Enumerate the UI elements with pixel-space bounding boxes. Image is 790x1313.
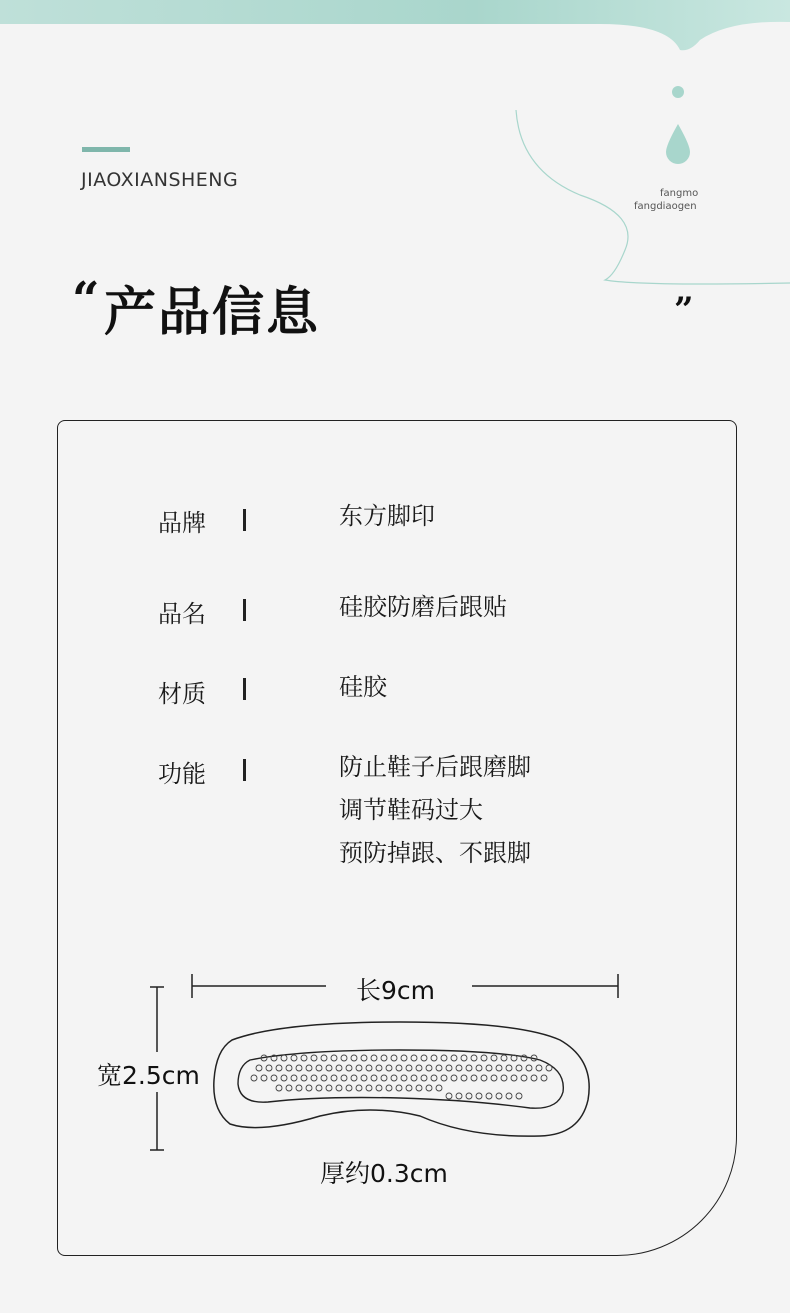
pad-dot	[521, 1055, 527, 1061]
page-title: 产品信息	[104, 283, 321, 343]
pad-dot	[496, 1093, 502, 1099]
pad-dot	[321, 1055, 327, 1061]
value-function-2: 调节鞋码过大	[339, 796, 483, 824]
brand-english-name: JIAOXIANSHENG	[81, 169, 239, 191]
dimension-thickness: 厚约0.3cm	[320, 1159, 448, 1188]
label-product-name: 品名	[158, 600, 206, 628]
pad-dot	[376, 1085, 382, 1091]
pad-dot	[276, 1065, 282, 1071]
pad-dot	[446, 1093, 452, 1099]
pad-dot	[256, 1065, 262, 1071]
pad-dot	[541, 1075, 547, 1081]
pad-dot	[326, 1085, 332, 1091]
pad-dot	[486, 1065, 492, 1071]
pad-dot	[286, 1065, 292, 1071]
pad-dot	[476, 1065, 482, 1071]
pad-dot	[371, 1075, 377, 1081]
pad-dot	[301, 1075, 307, 1081]
pad-dot	[296, 1065, 302, 1071]
pad-dot	[516, 1065, 522, 1071]
pad-dot	[381, 1075, 387, 1081]
pad-dot	[431, 1055, 437, 1061]
pad-dot	[471, 1075, 477, 1081]
pad-dot	[416, 1065, 422, 1071]
pad-dot	[421, 1055, 427, 1061]
pad-dot	[511, 1075, 517, 1081]
pad-dot	[521, 1075, 527, 1081]
pad-dot	[401, 1075, 407, 1081]
value-function-1: 防止鞋子后跟磨脚	[339, 753, 531, 781]
pad-dot	[331, 1055, 337, 1061]
pad-dot	[341, 1055, 347, 1061]
label-function: 功能	[158, 760, 206, 788]
pad-dot	[326, 1065, 332, 1071]
tagline-line-2: fangdiaogen	[634, 201, 697, 212]
pad-dot	[476, 1093, 482, 1099]
value-function-3: 预防掉跟、不跟脚	[339, 839, 531, 867]
pad-dot	[296, 1085, 302, 1091]
pad-dot	[501, 1055, 507, 1061]
pad-dot	[441, 1055, 447, 1061]
value-material: 硅胶	[339, 673, 387, 701]
pad-dot	[536, 1065, 542, 1071]
pad-dot	[281, 1075, 287, 1081]
pad-dot	[281, 1055, 287, 1061]
pad-dot	[366, 1065, 372, 1071]
pad-dot	[361, 1075, 367, 1081]
pad-dot	[286, 1085, 292, 1091]
pad-dot	[516, 1093, 522, 1099]
pad-dot	[411, 1055, 417, 1061]
pad-dot	[271, 1075, 277, 1081]
pad-dot	[306, 1085, 312, 1091]
tagline-line-1: fangmo	[660, 188, 699, 199]
pad-dot	[496, 1065, 502, 1071]
pad-dot	[451, 1075, 457, 1081]
pad-dot	[506, 1093, 512, 1099]
pad-dot	[276, 1085, 282, 1091]
pad-dot	[436, 1085, 442, 1091]
value-brand: 东方脚印	[339, 502, 435, 530]
dimension-width: 宽2.5cm	[97, 1061, 200, 1090]
pad-dot	[406, 1065, 412, 1071]
pad-dot	[526, 1065, 532, 1071]
pad-dot	[371, 1055, 377, 1061]
pad-dot	[341, 1075, 347, 1081]
pad-dot	[266, 1065, 272, 1071]
pad-dot	[431, 1075, 437, 1081]
pad-dot	[316, 1065, 322, 1071]
label-brand: 品牌	[158, 509, 206, 537]
pad-dot	[466, 1065, 472, 1071]
pad-dot	[446, 1065, 452, 1071]
dot-pattern	[251, 1055, 552, 1099]
pad-dot	[306, 1065, 312, 1071]
pad-dot	[391, 1055, 397, 1061]
pad-dot	[391, 1075, 397, 1081]
pad-dot	[346, 1065, 352, 1071]
pad-dot	[386, 1065, 392, 1071]
pad-dot	[346, 1085, 352, 1091]
pad-dot	[401, 1055, 407, 1061]
pad-dot	[426, 1065, 432, 1071]
pad-dot	[321, 1075, 327, 1081]
pad-dot	[456, 1093, 462, 1099]
pad-dot	[501, 1075, 507, 1081]
pad-dot	[491, 1075, 497, 1081]
label-material: 材质	[158, 680, 206, 708]
pad-dot	[351, 1075, 357, 1081]
pad-dot	[426, 1085, 432, 1091]
pad-dot	[316, 1085, 322, 1091]
pad-dot	[451, 1055, 457, 1061]
pad-dot	[251, 1075, 257, 1081]
pad-dot	[366, 1085, 372, 1091]
pad-dot	[336, 1065, 342, 1071]
pad-dot	[376, 1065, 382, 1071]
pad-dot	[416, 1085, 422, 1091]
pad-dot	[291, 1075, 297, 1081]
pad-dot	[406, 1085, 412, 1091]
pad-dot	[291, 1055, 297, 1061]
pad-dot	[461, 1075, 467, 1081]
pad-dot	[361, 1055, 367, 1061]
pad-dot	[261, 1075, 267, 1081]
pad-dot	[396, 1085, 402, 1091]
pad-dot	[486, 1093, 492, 1099]
pad-dot	[481, 1055, 487, 1061]
pad-dot	[301, 1055, 307, 1061]
pad-dot	[356, 1065, 362, 1071]
pad-dot	[456, 1065, 462, 1071]
pad-dot	[441, 1075, 447, 1081]
pad-dot	[471, 1055, 477, 1061]
pad-dot	[336, 1085, 342, 1091]
pad-dot	[311, 1055, 317, 1061]
value-product-name: 硅胶防磨后跟贴	[339, 593, 507, 621]
pad-dot	[311, 1075, 317, 1081]
pad-dot	[351, 1055, 357, 1061]
pad-dot	[331, 1075, 337, 1081]
close-quote: ”	[674, 290, 694, 330]
open-quote: “	[72, 272, 100, 328]
pad-dot	[466, 1093, 472, 1099]
pad-dot	[491, 1055, 497, 1061]
pad-dot	[421, 1075, 427, 1081]
pad-dot	[386, 1085, 392, 1091]
pad-dot	[531, 1075, 537, 1081]
pad-dot	[506, 1065, 512, 1071]
pad-dot	[481, 1075, 487, 1081]
pad-dot	[396, 1065, 402, 1071]
dimension-length: 长9cm	[356, 976, 436, 1005]
pad-dot	[461, 1055, 467, 1061]
pad-dot	[411, 1075, 417, 1081]
pad-dot	[356, 1085, 362, 1091]
pad-dot	[381, 1055, 387, 1061]
pad-dot	[546, 1065, 552, 1071]
pad-dot	[436, 1065, 442, 1071]
